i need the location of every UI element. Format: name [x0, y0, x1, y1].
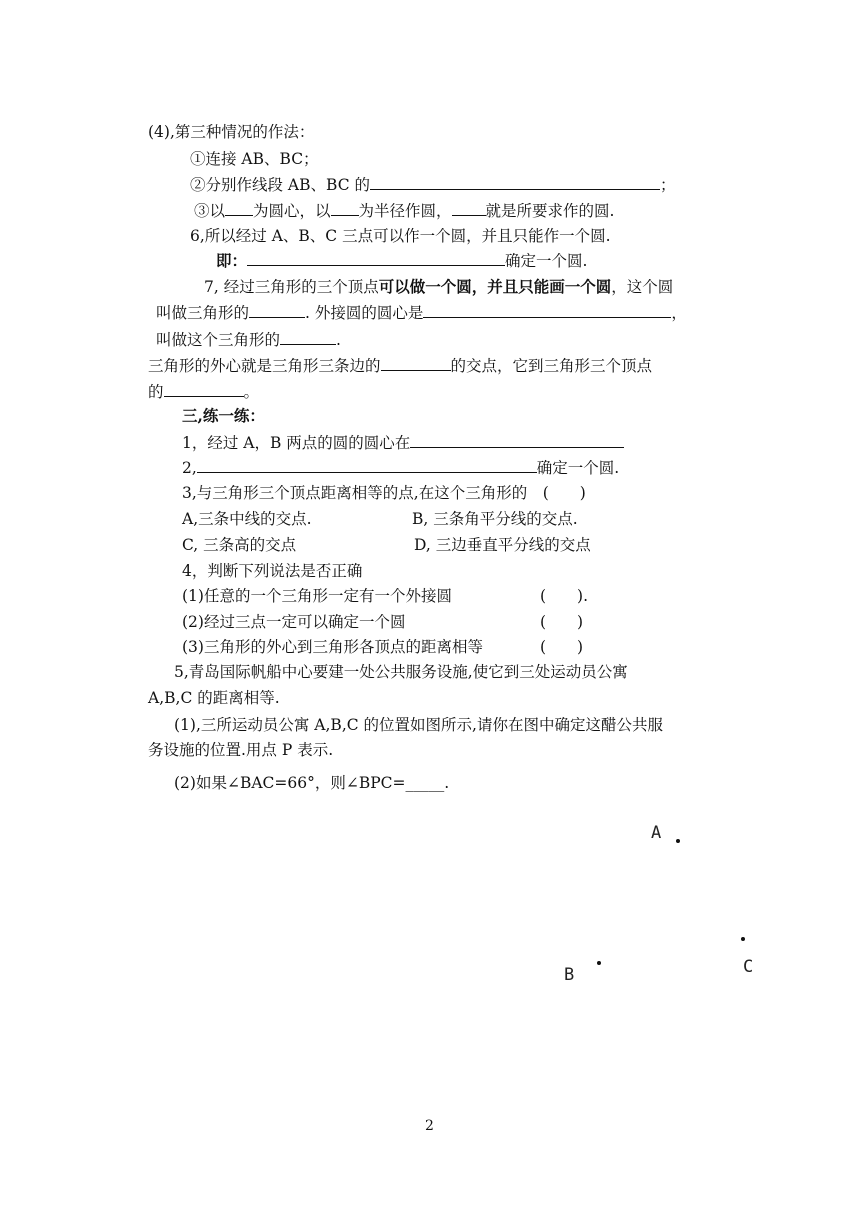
answer-blank [164, 381, 244, 397]
question-3-option-d: D, 三边垂直平分线的交点 [414, 536, 591, 554]
question-4-item-2: (2)经过三点一定可以确定一个圆 [182, 613, 406, 631]
question-1: 1，经过 A，B 两点的圆的圆心在 [182, 432, 624, 453]
point-a-dot [676, 839, 680, 843]
question-4-item-1-answer: ( ). [540, 587, 589, 605]
line-11: 的 。 [148, 383, 260, 401]
line-10: 三角形的外心就是三角形三条边的 的交点，它到三角形三个顶点 [148, 357, 653, 375]
question-5-cont: A,B,C 的距离相等. [148, 689, 280, 707]
answer-blank [423, 302, 671, 318]
question-4: 4，判断下列说法是否正确 [182, 562, 363, 580]
question-4-item-3: (3)三角形的外心到三角形各顶点的距离相等 [182, 638, 483, 656]
step-1: ①连接 AB、BC； [190, 150, 319, 168]
line-8: 叫做三角形的 . 外接圆的圆心是 ， [156, 304, 687, 322]
question-4-item-3-answer: ( ) [540, 638, 584, 656]
question-5: 5,青岛国际帆船中心要建一处公共服务设施,使它到三处运动员公寓 [174, 663, 628, 681]
question-3-option-b: B, 三条角平分线的交点. [412, 510, 578, 528]
question-3-option-a: A,三条中线的交点. [182, 510, 312, 528]
question-5-part-1-cont: 务设施的位置.用点 P 表示. [148, 741, 334, 759]
line-9: 叫做这个三角形的 . [156, 331, 341, 349]
question-5-part-1: (1),三所运动员公寓 A,B,C 的位置如图所示,请你在图中确定这醋公共服 [174, 716, 663, 734]
question-2: 2, 确定一个圆. [182, 459, 620, 477]
answer-blank [331, 200, 359, 216]
answer-blank [452, 200, 486, 216]
answer-blank [410, 432, 624, 448]
point-b-label: B [564, 965, 575, 985]
question-3-option-c: C, 三条高的交点 [182, 536, 297, 554]
answer-blank [247, 250, 505, 266]
line-7: 7, 经过三角形的三个顶点可以做一个圆，并且只能画一个圆，这个圆 [204, 277, 674, 296]
step-2: ②分别作线段 AB、BC 的 ； [190, 176, 676, 194]
page-number: 2 [425, 1118, 434, 1134]
answer-blank [381, 355, 451, 371]
point-b-dot [597, 961, 601, 965]
point-a-label: A [651, 823, 662, 843]
answer-blank [197, 457, 537, 473]
point-c-dot [741, 937, 745, 941]
line-6: 6,所以经过 A、B、C 三点可以作一个圆，并且只能作一个圆. [190, 227, 611, 245]
section4-heading: (4),第三种情况的作法： [148, 123, 315, 141]
answer-blank [225, 200, 253, 216]
question-3: 3,与三角形三个顶点距离相等的点,在这个三角形的 ( ) [182, 484, 586, 502]
line-ji: 即： 确定一个圆. [216, 251, 588, 270]
point-c-label: C [743, 957, 754, 977]
question-4-item-2-answer: ( ) [540, 613, 584, 631]
question-5-part-2: (2)如果∠BAC=66°，则∠BPC=_____. [174, 774, 450, 792]
answer-blank [280, 329, 336, 345]
answer-blank [370, 174, 660, 190]
step-3: ③以 为圆心，以 为半径作圆， 就是所要求作的圆. [194, 202, 615, 220]
practice-heading: 三,练一练： [182, 406, 265, 425]
answer-blank [249, 302, 305, 318]
question-4-item-1: (1)任意的一个三角形一定有一个外接圆 [182, 587, 452, 605]
